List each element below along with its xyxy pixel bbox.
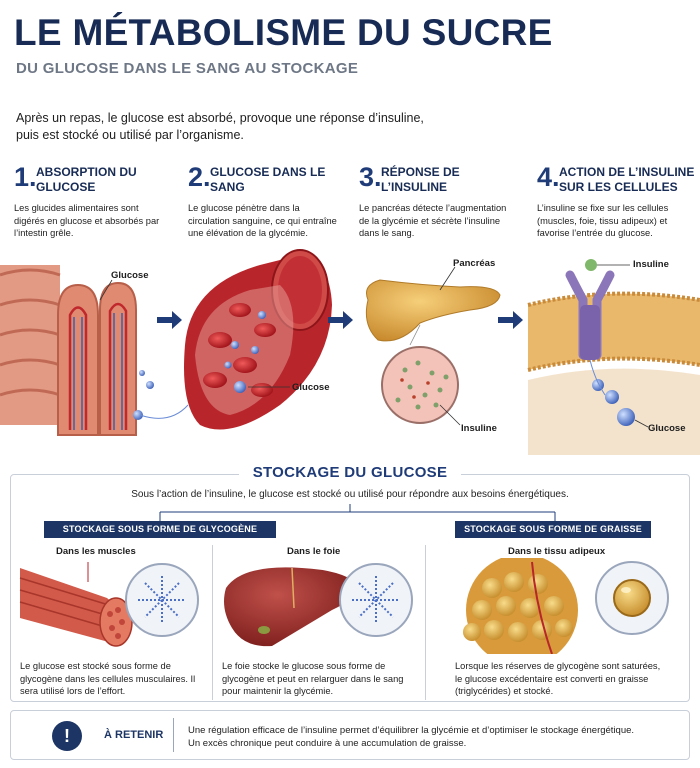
insuline-label: Insuline [461,423,497,434]
page-subtitle: DU GLUCOSE DANS LE SANG AU STOCKAGE [16,60,359,77]
step-number: 1. [14,162,37,192]
exclamation-icon: ! [52,721,82,751]
banner-fat: STOCKAGE SOUS FORME DE GRAISSE [455,521,651,538]
retain-divider [173,718,174,752]
step-title: RÉPONSE DE L’INSULINE [381,165,460,194]
panel-heading-liver: Dans le foie [287,546,341,557]
pancreas-label: Pancréas [453,258,496,269]
banner-glycogen: STOCKAGE SOUS FORME DE GLYCOGÈNE [44,521,276,538]
step-title: GLUCOSE DANS LE SANG [210,165,326,194]
liver-illustration [224,564,412,646]
glucose-label: Glucose [292,382,330,393]
insuline-label: Insuline [633,259,669,270]
retain-label: À RETENIR [104,729,164,741]
step-description: Les glucides alimentaires sont digérés en glucose et absorbés par l’intestin grêle. [14,203,160,238]
step-title: ACTION DE L’INSULINE SUR LES CELLULES [559,165,695,194]
adipose-illustration [463,558,668,654]
page-title: LE MÉTABOLISME DU SUCRE [14,12,553,53]
panel-text-muscles: Le glucose est stocké sous forme de glycogène dans les cellules musculaires. Il sera utilisé lors de l’effort. [20,661,196,696]
arrow-icon [498,311,523,329]
storage-title [0,464,700,482]
storage-title-text: STOCKAGE DU GLUCOSE [239,464,462,481]
step-description: L’insuline se fixe sur les cellules (muscles, foie, tissu adipeux) et favorise l’entrée du glucose. [537,203,669,238]
glucose-label: Glucose [648,423,686,434]
panel-heading-muscles: Dans les muscles [56,546,136,557]
step-number: 3. [359,162,382,192]
intestine-villi-illustration [0,265,188,435]
step-description: Le pancréas détecte l’augmentation de la glycémie et sécrète l’insuline dans le sang. [359,203,507,238]
panel-text-liver: Le foie stocke le glucose sous forme de glycogène et peut en relarguer dans le sang pour maintenir la glycémie. [222,661,404,696]
arrow-icon [157,311,182,329]
arrow-icon [328,311,353,329]
muscle-illustration [20,562,198,646]
intro-text: Après un repas, le glucose est absorbé, provoque une réponse d’insuline, puis est stocké ou utilisé par l’organisme. [16,111,424,142]
step-description: Le glucose pénètre dans la circulation sanguine, ce qui entraîne une élévation de la glycémie. [188,203,337,238]
step-title: ABSORPTION DU GLUCOSE [36,165,137,194]
storage-illustrations [12,558,688,654]
blood-vessel-illustration [184,250,332,430]
panel-text-adipose: Lorsque les réserves de glycogène sont saturées, le glucose excédentaire est converti en graisse (triglycérides) et stocké. [455,661,661,696]
step-number: 4. [537,162,560,192]
panel-heading-adipose: Dans le tissu adipeux [508,546,606,557]
glucose-label: Glucose [111,270,149,281]
metabolism-illustration [0,245,700,455]
storage-description: Sous l’action de l’insuline, le glucose est stocké ou utilisé pour répondre aux besoins énergétiques. [131,489,569,500]
retain-text: Une régulation efficace de l’insuline permet d’équilibrer la glycémie et d’optimiser le stockage énergétique. Un excès chronique peut conduire à une accumulation de graisse. [188,725,635,749]
step-number: 2. [188,162,211,192]
pancreas-illustration [366,267,500,425]
